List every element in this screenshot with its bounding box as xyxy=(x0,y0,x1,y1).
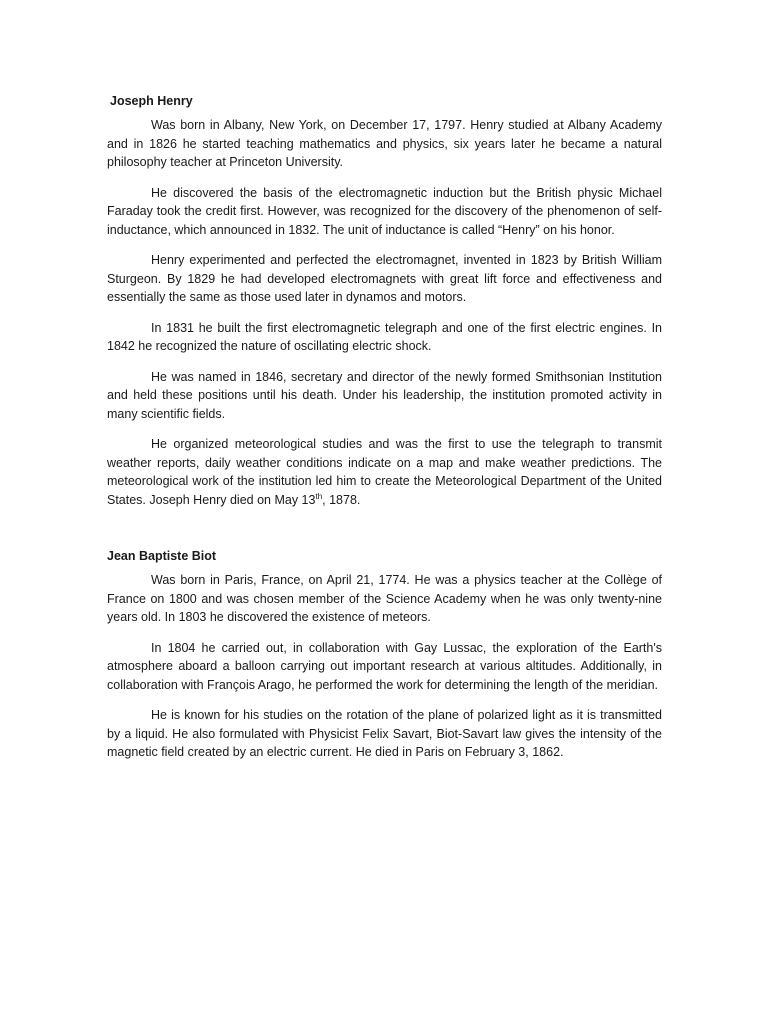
section-title: Jean Baptiste Biot xyxy=(107,549,217,563)
paragraph: In 1831 he built the first electromagnetic telegraph and one of the first electric engines. In 1842 he recognized the nature of oscillating electric shock. xyxy=(107,320,662,353)
section-title: Joseph Henry xyxy=(110,94,193,108)
paragraph: Was born in Paris, France, on April 21, 1774. He was a physics teacher at the Collège of France on 1800 and was chosen member of the Science Academy when he was only twenty-nine years old. In 1803 he discovered the existence of meteors. xyxy=(107,573,662,624)
section-joseph-henry xyxy=(107,92,662,509)
paragraph-text: He organized meteorological studies and was the first to use the telegraph to transmit weather reports, daily weather conditions indicate on a map and make weather predictions. The meteorological work of the institution led him to create the Meteorological Department of the United States. Joseph Henry died on May 13 xyxy=(107,437,662,507)
paragraph: He is known for his studies on the rotation of the plane of polarized light as it is transmitted by a liquid. He also formulated with Physicist Felix Savart, Biot-Savart law gives the intensity of the magnetic field created by an electric current. He died in Paris on February 3, 1862. xyxy=(107,708,662,759)
paragraph: Henry experimented and perfected the electromagnet, invented in 1823 by British William Sturgeon. By 1829 he had developed electromagnets with great lift force and effectiveness and essentially the same as those used later in dynamos and motors. xyxy=(107,253,662,304)
section-spacer xyxy=(107,521,662,547)
paragraph: Was born in Albany, New York, on December 17, 1797. Henry studied at Albany Academy and in 1826 he started teaching mathematics and physics, six years later he became a natural philosophy teacher at Princeton University. xyxy=(107,118,662,169)
ordinal-suffix: th xyxy=(315,491,323,501)
section-jean-baptiste-biot xyxy=(107,547,662,762)
paragraph: He was named in 1846, secretary and director of the newly formed Smithsonian Institution and held these positions until his death. Under his leadership, the institution promoted activity in many scientific fields. xyxy=(107,369,662,421)
paragraph: He discovered the basis of the electromagnetic induction but the British physic Michael Faraday took the credit first. However, was recognized for the discovery of the phenomenon of self-inductance, which announced in 1832. The unit of inductance is called “Henry” on his honor. xyxy=(107,185,662,237)
paragraph-text: , 1878. xyxy=(322,492,361,507)
paragraph xyxy=(107,435,662,509)
paragraph: In 1804 he carried out, in collaboration with Gay Lussac, the exploration of the Earth's atmosphere aboard a balloon carrying out important research at various altitudes. Additionally, in collaboration with François Arago, he performed the work for determining the length of the meridian. xyxy=(107,640,662,692)
document-page xyxy=(107,92,662,774)
